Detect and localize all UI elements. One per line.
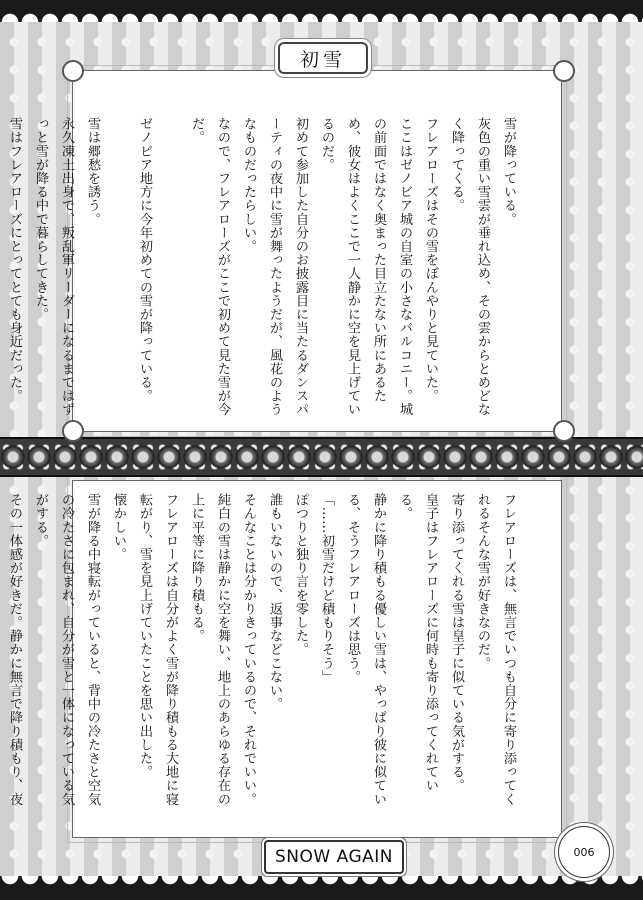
corner-ornament-icon <box>553 60 575 82</box>
top-lace-border <box>0 0 643 22</box>
story-paragraph: 雪は郷愁を誘う。 永久凍土出身で、叛乱軍リーダーになるまではずっと雪が降る中で暮らしてきた。 雪はフレアローズにとってとても身近だった。 <box>7 117 100 417</box>
story-text-top <box>0 117 521 417</box>
story-panel-bottom <box>7 480 562 838</box>
page-number-badge: 006 <box>558 826 610 878</box>
story-panel-top <box>7 70 562 432</box>
corner-ornament-icon <box>62 420 84 442</box>
corner-ornament-icon <box>62 60 84 82</box>
rose-divider-band <box>0 437 643 477</box>
story-paragraph: ゼノビア地方に今年初めての雪が降っている。 <box>137 117 152 403</box>
footer-title: SNOW AGAIN <box>264 840 404 874</box>
story-paragraph: フレアローズは、無言でいつも自分に寄り添ってくれるそんな雪が好きなのだ。 寄り添ってくれる雪は皇子に似ている気がする。 皇子はフレアローズに何時も寄り添ってくれている。 静かに降り積もる優しい雪は、やっぱり彼に似ている、そうフレアローズは思う。 「……初雪だけど積もりそう」 ぽつりと独り言を零した。 誰もいないので、返事などこない。 そんなことは分かりきっているので、それでいい。 純白の雪は静かに空を舞い、地上のあらゆる存在の上に平等に降り積もる。 フレアローズは自分がよく雪が降り積もる大地に寝転がり、雪を見上げていたことを思い出した。 懐かしい。 雪が降る中寝転がっていると、背中の冷たさと空気の冷たさに包まれ、自分が雪と一体になっている気がする。 その一体感が好きだ。静かに無言で降り積もり、夜 <box>7 493 516 806</box>
corner-ornament-icon <box>553 420 575 442</box>
story-paragraph: 雪が降っている。 灰色の重い雪雲が垂れ込め、その雲からとめどなく降ってくる。 フレアローズはその雪をぼんやりと見ていた。 ここはゼノビア城の自室の小さなバルコニー。城の前面ではなく奥まった目立たない所にあるため、彼女はよくここで一人静かに空を見上げているのだ。 初めて参加した自分のお披露目に当たるダンスパーティの夜中に雪が舞ったようだが、風花のようなものだったらしい。 なので、フレアローズがここで初めて見た雪が今だ。 <box>189 117 516 417</box>
chapter-title: 初雪 <box>278 42 368 74</box>
bottom-lace-border <box>0 876 643 900</box>
story-text-bottom <box>0 493 521 813</box>
